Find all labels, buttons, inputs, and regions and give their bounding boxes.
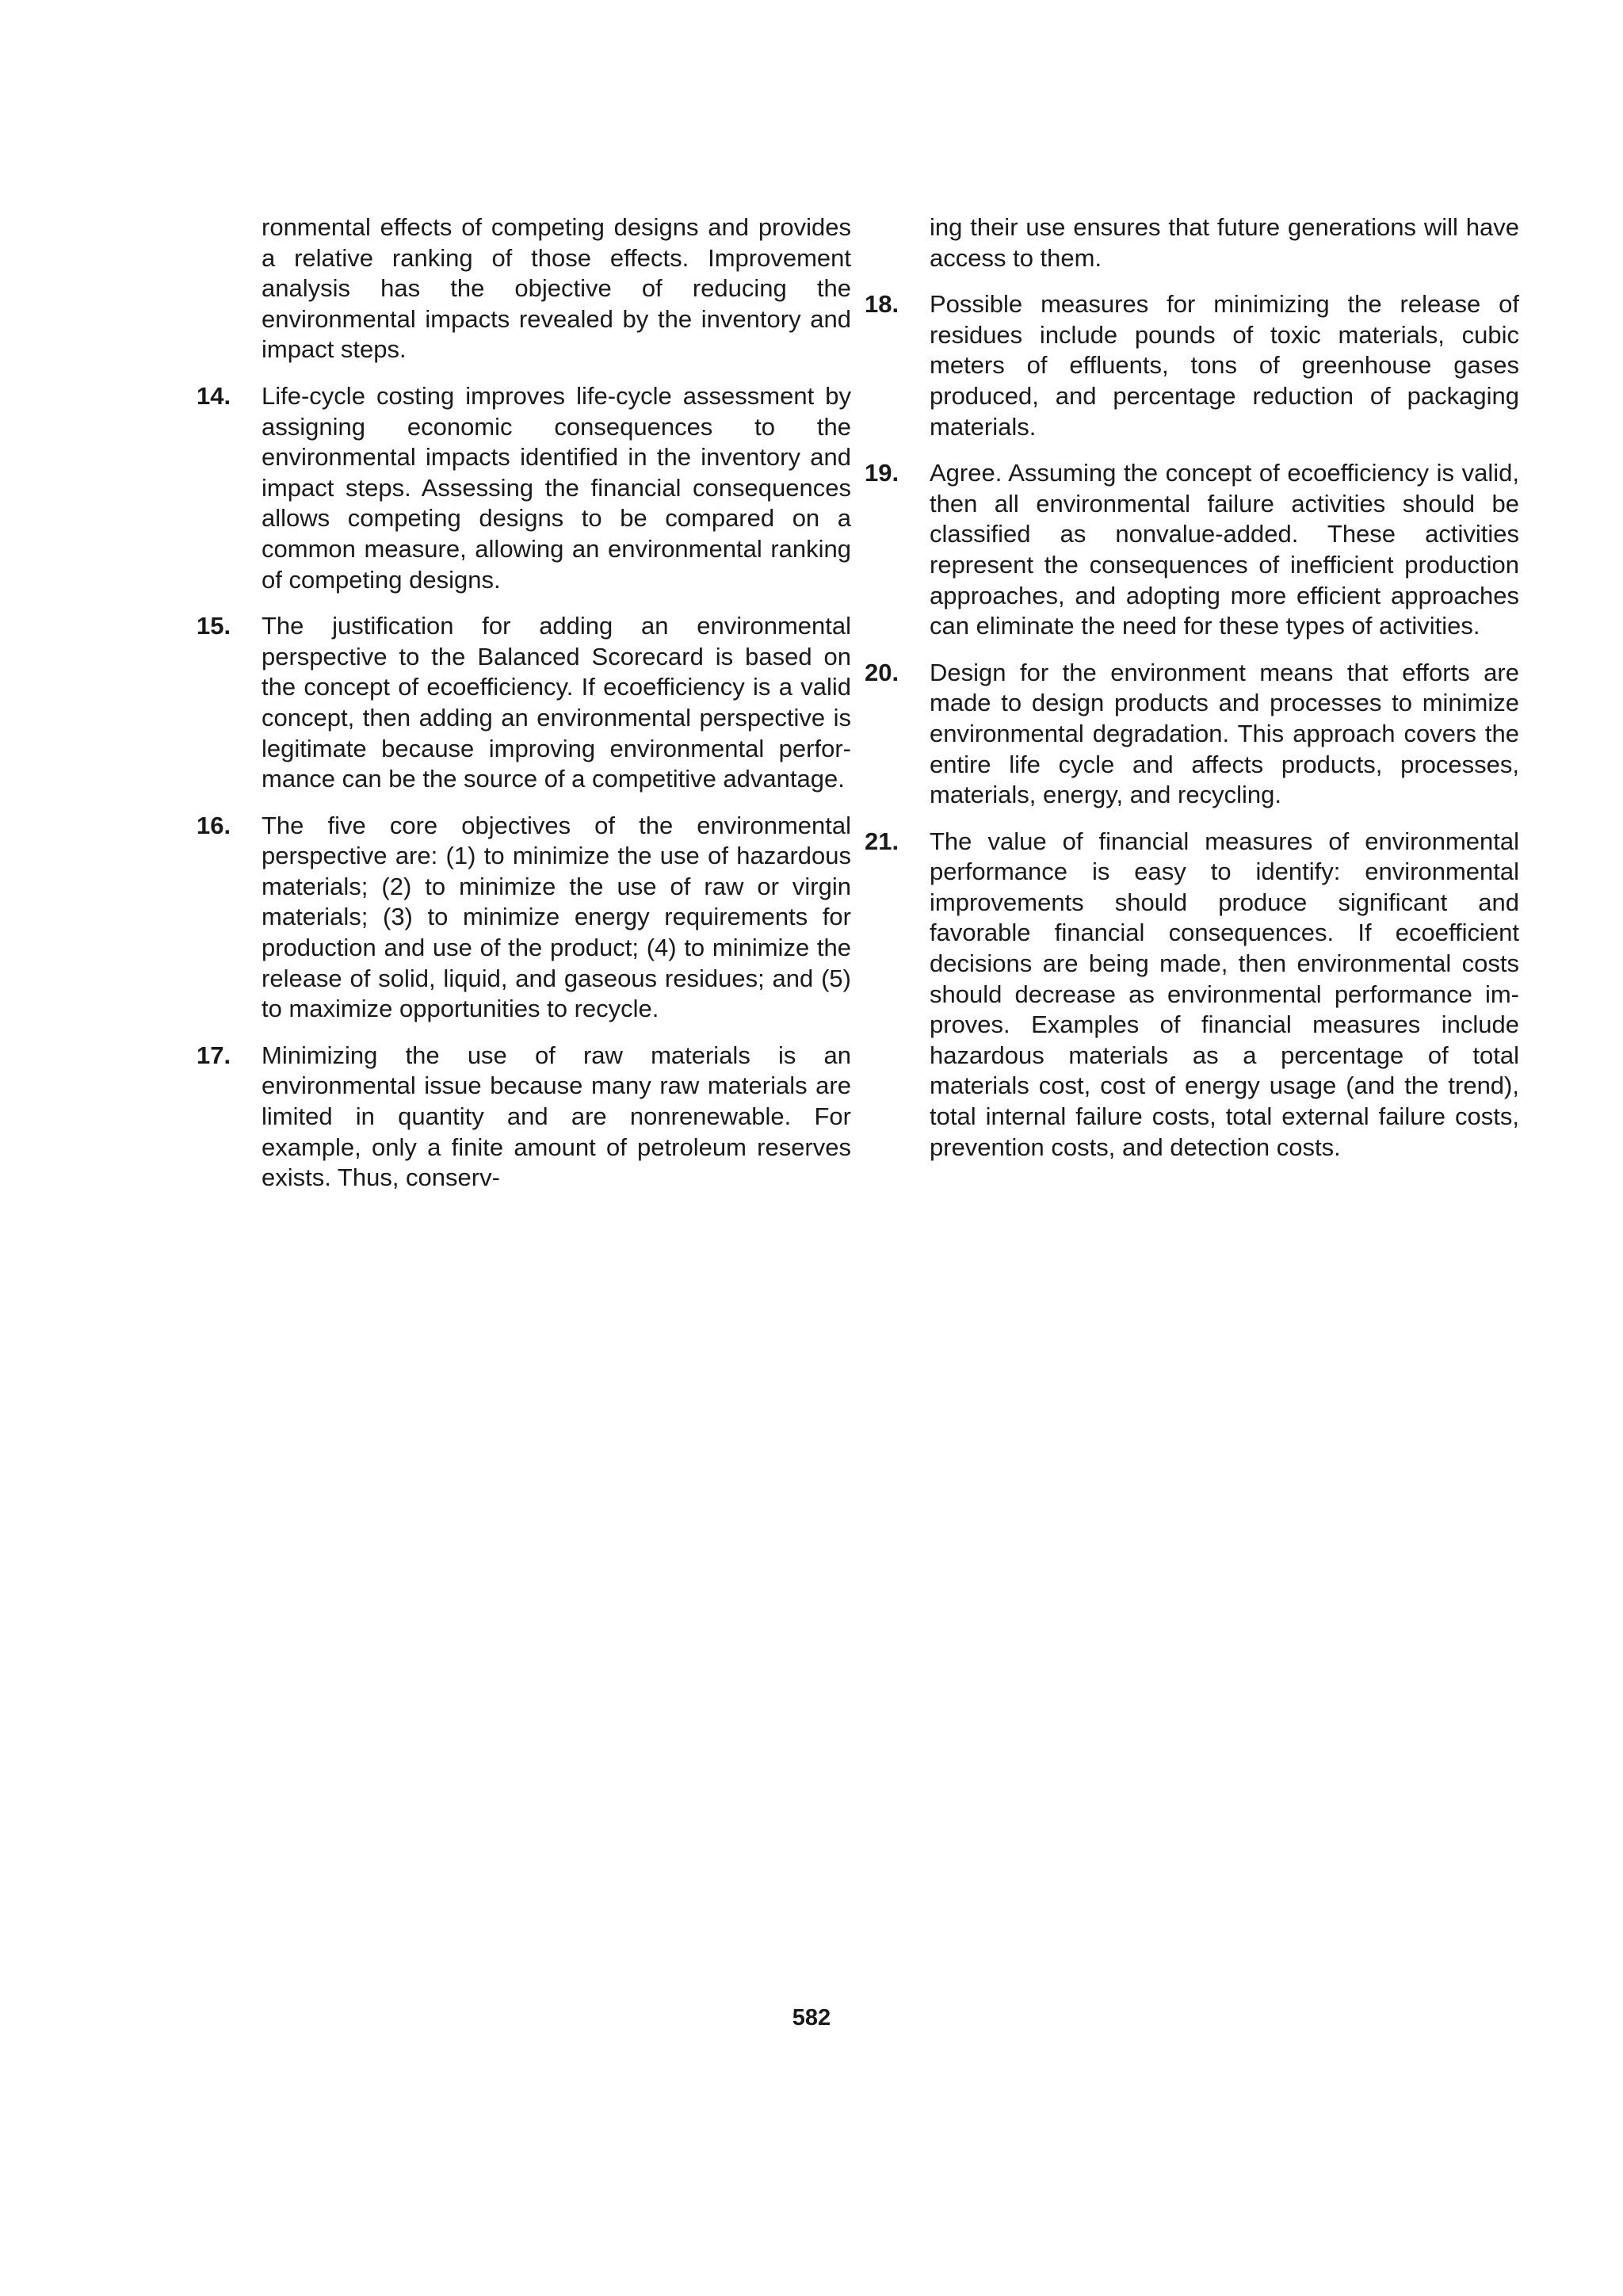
answer-item-20 [865, 658, 1519, 811]
answer-item-15 [197, 611, 851, 795]
answer-item-18 [865, 289, 1519, 442]
item-number: 16. [197, 811, 231, 839]
item-text: Agree. Assuming the concept of ecoefficiency is valid, then all environmental failure activities should be classified as nonvalue-added. These activities represent the consequences of inefficient production approaches, and adopting more efficient approaches can eliminate the need for these types of activities. [930, 459, 1519, 640]
item-text: Design for the environment means that efforts are made to design products and processes to minimize environmental degradation. This approach covers the entire life cycle and affects products, processes, materials, energy, and recycling. [930, 658, 1519, 809]
item-number: 21. [865, 827, 899, 855]
item-number: 20. [865, 658, 899, 686]
right-column [865, 212, 1519, 1179]
item-text: The justification for adding an environmental perspective to the Balanced Scorecard is based on the concept of ecoefficiency. If ecoefficiency is a valid concept, then adding an environmental perspective is legitimate because improving environmental performance can be the source of a competitive advantage. [262, 612, 851, 793]
answer-item-21 [865, 827, 1519, 1163]
left-column [197, 212, 851, 1209]
answer-item-17 [197, 1041, 851, 1194]
item-text: Life-cycle costing improves life-cycle assessment by assigning economic consequences to the environmental impacts identified in the inventory and impact steps. Assessing the financial consequences allows competing designs to be compared on a common measure, allowing an environmental ranking of competing designs. [262, 381, 851, 594]
item-number: 17. [197, 1041, 231, 1069]
answer-item-14 [197, 381, 851, 595]
item-text: The value of financial measures of environmental performance is easy to identify: environmental improvements should produce significant and favorable financial consequences. If ecoefficient decisions are being made, then environmental costs should decrease as environmental performance improves. Examples of financial measures include hazardous materials as a percentage of total materials cost, cost of energy usage (and the trend), total internal failure costs, total external failure costs, prevention costs, and detection costs. [930, 827, 1519, 1161]
item-text: Possible measures for minimizing the release of residues include pounds of toxic materials, cubic meters of effluents, tons of greenhouse gases produced, and percentage reduction of packaging materials. [930, 290, 1519, 441]
item-text: The five core objectives of the environmental perspective are: (1) to minimize the use of hazardous materials; (2) to minimize the use of raw or virgin materials; (3) to minimize energy requirements for production and use of the product; (4) to minimize the release of solid, liquid, and gaseous residues; and (5) to maximize opportunities to recycle. [262, 811, 851, 1023]
page-number: 582 [792, 2005, 831, 2030]
item-number: 14. [197, 381, 231, 410]
continued-paragraph: ing their use ensures that future generations will have access to them. [930, 213, 1519, 272]
item-text: Minimizing the use of raw materials is an environmental issue because many raw materials are limited in quantity and are nonrenewable. For example, only a finite amount of petroleum reserves exists. Thus, conserv- [262, 1041, 851, 1192]
item-number: 18. [865, 290, 899, 319]
continued-paragraph: ronmental effects of competing designs and provides a relative ranking of those effects. Improvement analysis has the objective of reducing the environmental impacts revealed by the inventory and impact steps. [262, 213, 851, 364]
answer-item-19 [865, 458, 1519, 642]
item-number: 15. [197, 612, 231, 640]
item-number: 19. [865, 459, 899, 487]
answer-item-16 [197, 811, 851, 1025]
